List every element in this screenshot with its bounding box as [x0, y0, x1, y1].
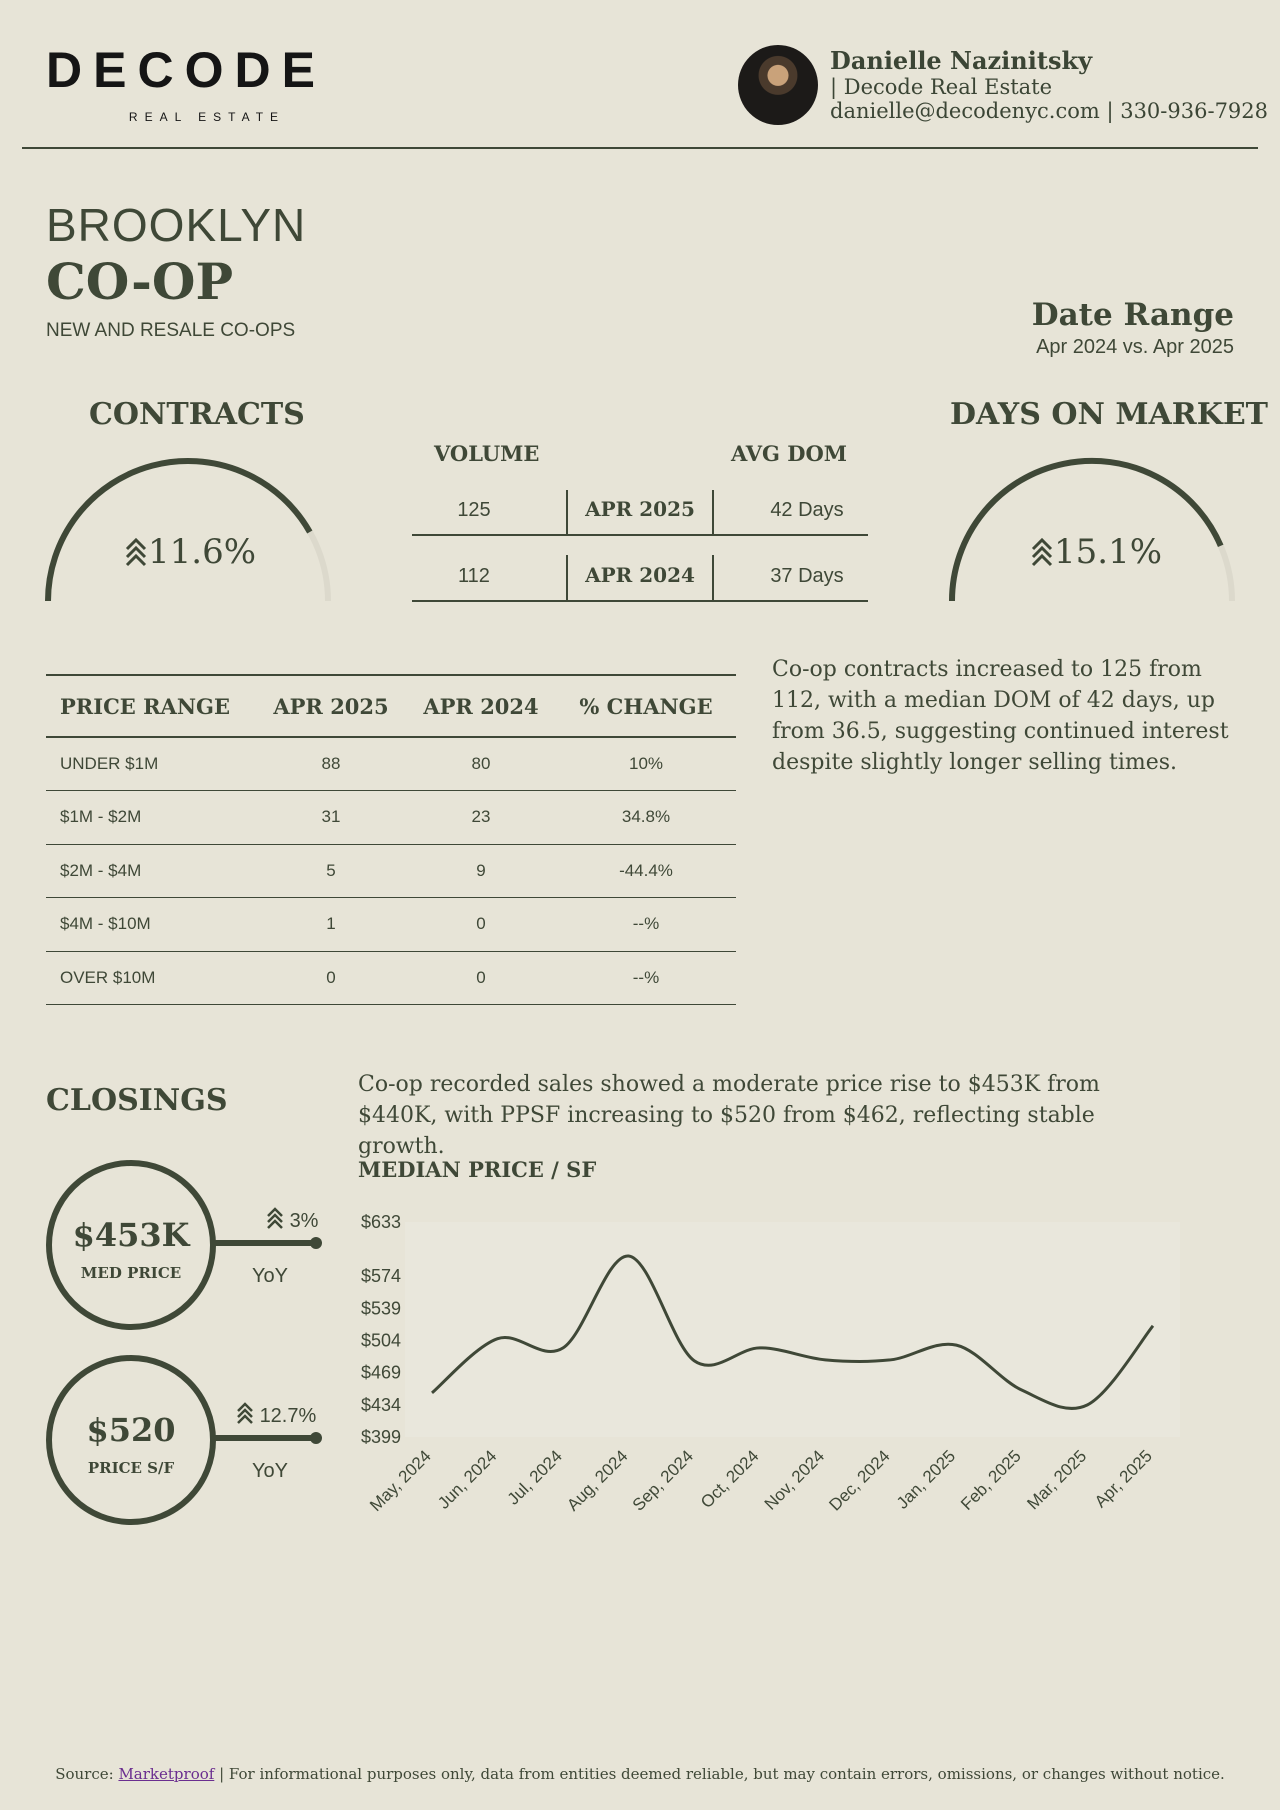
pct-change-cell: --% [556, 951, 736, 1005]
price-range-cell: $2M - $4M [46, 844, 256, 898]
pct-change-cell: -44.4% [556, 844, 736, 898]
pct-change-cell: --% [556, 898, 736, 952]
apr-2025-cell: 0 [256, 951, 406, 1005]
x-tick-label: Jun, 2024 [434, 1446, 501, 1513]
apr-2025-cell: 31 [256, 791, 406, 845]
y-tick-label: $633 [360, 1212, 401, 1232]
header-pct-change: % CHANGE [556, 675, 736, 737]
contracts-change-value: 11.6% [148, 532, 257, 572]
connector-dot [310, 1237, 322, 1249]
dom-change-value: 15.1% [1054, 532, 1163, 572]
apr-2024-cell: 0 [406, 898, 556, 952]
header-apr-2024: APR 2024 [406, 675, 556, 737]
date-range-value: Apr 2024 vs. Apr 2025 [1036, 336, 1234, 358]
page-subtitle: NEW AND RESALE CO-OPS [46, 320, 296, 341]
logo-subtitle: REAL ESTATE [128, 110, 286, 124]
y-tick-label: $399 [360, 1427, 401, 1447]
x-tick-label: Jul, 2024 [503, 1446, 566, 1509]
x-tick-label: Mar, 2025 [1023, 1446, 1091, 1514]
med-price-change-value: 3% [289, 1210, 319, 1232]
header-divider [22, 147, 1258, 149]
gauge-track [952, 461, 1232, 601]
table-header-row [46, 675, 736, 737]
table-row [46, 737, 736, 791]
volume-apr-2024: 112 [458, 565, 490, 587]
med-price-change [266, 1206, 318, 1233]
property-type-title: CO-OP [46, 252, 234, 311]
footer-disclaimer: | For informational purposes only, data from entities deemed reliable, but may contain errors, omissions, or changes without notice. [214, 1765, 1225, 1783]
area-title: BROOKLYN [46, 199, 307, 251]
dom-heading: DAYS ON MARKET [950, 397, 1269, 432]
price-range-table [46, 674, 736, 1005]
price-range-cell: $4M - $10M [46, 898, 256, 952]
closings-summary: Co-op recorded sales showed a moderate price rise to $453K from $440K, with PPSF increasing to $520 from $462, reflecting stable growth. [358, 1072, 1100, 1159]
table-divider [712, 555, 714, 600]
table-divider [712, 490, 714, 534]
x-tick-label: Apr, 2025 [1090, 1446, 1156, 1512]
med-price-value: $453K [72, 1216, 190, 1254]
apr-2025-cell: 5 [256, 844, 406, 898]
apr-2024-cell: 9 [406, 844, 556, 898]
table-divider [566, 555, 568, 600]
chart-title: MEDIAN PRICE / SF [358, 1157, 597, 1182]
table-row [46, 791, 736, 845]
double-chevron-up-icon [266, 1206, 284, 1232]
price-range-cell: $1M - $2M [46, 791, 256, 845]
x-tick-label: Aug, 2024 [563, 1446, 632, 1515]
agent-name: Danielle Nazinitsky [830, 46, 1093, 75]
table-rule [412, 534, 868, 536]
apr-2025-cell: 88 [256, 737, 406, 791]
table-row [46, 844, 736, 898]
x-tick-label: May, 2024 [366, 1446, 435, 1516]
y-tick-label: $434 [360, 1394, 401, 1415]
period-apr-2024: APR 2024 [585, 563, 695, 587]
price-sf-change [236, 1401, 316, 1428]
connector-line [214, 1435, 314, 1441]
avg-dom-header: AVG DOM [731, 441, 848, 466]
agent-contact[interactable]: danielle@decodenyc.com | 330-936-7928 [830, 99, 1269, 123]
y-tick-label: $469 [360, 1362, 401, 1383]
footer-prefix: Source: [55, 1765, 119, 1783]
connector-line [214, 1240, 314, 1246]
table-divider [566, 490, 568, 534]
apr-2024-cell: 0 [406, 951, 556, 1005]
apr-2025-cell: 1 [256, 898, 406, 952]
med-price-yoy: YoY [252, 1265, 288, 1287]
agent-avatar [738, 45, 818, 125]
x-tick-label: Sep, 2024 [628, 1446, 698, 1515]
table-row [46, 951, 736, 1005]
date-range-label: Date Range [1031, 297, 1234, 333]
gauge-fill [952, 461, 1221, 601]
table-row [46, 898, 736, 952]
x-tick-label: Jan, 2025 [892, 1446, 960, 1513]
price-sf-label: PRICE S/F [87, 1459, 175, 1477]
dom-change [1030, 532, 1162, 572]
contracts-heading: CONTRACTS [89, 397, 305, 432]
gauge-track [48, 461, 328, 601]
logo-wordmark: DECODE [46, 42, 326, 98]
price-sf-change-value: 12.7% [259, 1405, 317, 1427]
price-range-cell: OVER $10M [46, 951, 256, 1005]
connector-dot [310, 1432, 322, 1444]
contracts-change [124, 532, 256, 572]
dom-apr-2025: 42 Days [770, 499, 844, 521]
x-tick-label: Oct, 2024 [696, 1446, 763, 1512]
median-price-sf-chart [360, 1200, 1210, 1540]
double-chevron-up-icon [124, 535, 148, 567]
x-tick-label: Dec, 2024 [825, 1446, 894, 1515]
x-tick-label: Nov, 2024 [760, 1446, 829, 1514]
pct-change-cell: 10% [556, 737, 736, 791]
med-price-label: MED PRICE [80, 1264, 182, 1282]
footer [0, 1765, 1280, 1783]
price-sf-yoy: YoY [252, 1460, 288, 1482]
table-rule [412, 600, 868, 602]
volume-apr-2025: 125 [457, 499, 491, 521]
dom-apr-2024: 37 Days [770, 565, 844, 587]
agent-company: | Decode Real Estate [830, 75, 1053, 99]
double-chevron-up-icon [236, 1401, 254, 1427]
contracts-summary: Co-op contracts increased to 125 from 112, with a median DOM of 42 days, up from 36.5, suggesting continued interest despite slightly longer selling times. [772, 657, 1229, 775]
y-tick-label: $539 [360, 1298, 401, 1319]
x-tick-label: Feb, 2025 [957, 1446, 1025, 1514]
period-apr-2025: APR 2025 [585, 497, 695, 521]
y-tick-label: $574 [360, 1266, 401, 1287]
plot-area [405, 1222, 1180, 1437]
apr-2024-cell: 80 [406, 737, 556, 791]
apr-2024-cell: 23 [406, 791, 556, 845]
price-sf-value: $520 [86, 1411, 176, 1449]
y-tick-label: $504 [360, 1330, 401, 1351]
double-chevron-up-icon [1030, 535, 1054, 567]
source-link[interactable]: Marketproof [118, 1765, 215, 1783]
header-apr-2025: APR 2025 [256, 675, 406, 737]
volume-header: VOLUME [434, 441, 540, 466]
closings-heading: CLOSINGS [46, 1083, 228, 1118]
pct-change-cell: 34.8% [556, 791, 736, 845]
header-price-range: PRICE RANGE [46, 675, 256, 737]
gauge-fill [48, 461, 310, 601]
price-range-cell: UNDER $1M [46, 737, 256, 791]
